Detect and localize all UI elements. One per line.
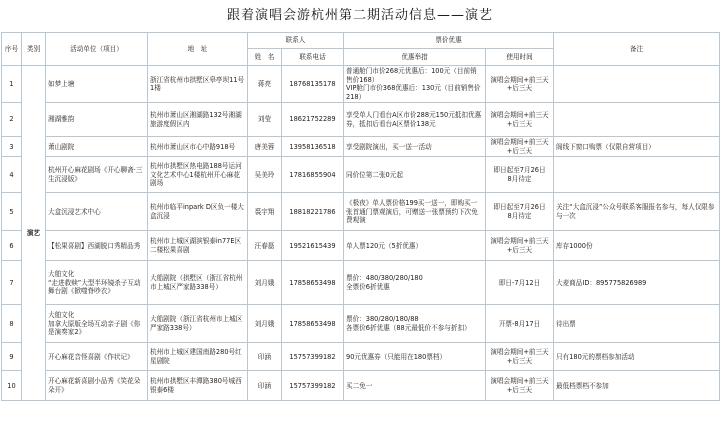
cell-phone: 15757399182 xyxy=(282,343,344,371)
cell-offer: 买二免一 xyxy=(344,371,486,401)
cell-name: 裘宇翔 xyxy=(248,193,282,231)
table-row xyxy=(2,261,720,305)
cell-address: 杭州市拱墅区丰潭路380号城西银泰6楼 xyxy=(148,371,248,401)
cell-address: 杭州市萧山区市心中路918号 xyxy=(148,137,248,157)
cell-offer: 票价：480/380/280/180 全票价6折优惠 xyxy=(344,261,486,305)
cell-address: 大船剧院（浙江省杭州市上城区严家路338号） xyxy=(148,305,248,343)
cell-offer: 同价位第二张0元起 xyxy=(344,157,486,193)
header-ticket: 票价优惠 xyxy=(344,33,554,49)
cell-time: 即日起至7月26日 8月待定 xyxy=(486,157,554,193)
cell-unit: 大盒沉浸艺术中心 xyxy=(46,193,148,231)
header-address: 地 址 xyxy=(148,33,248,66)
cell-seq: 10 xyxy=(2,371,22,401)
cell-seq: 4 xyxy=(2,157,22,193)
table-row xyxy=(2,66,720,103)
cell-offer: 享受单人门看台A区市价288元150元抵扣优惠券，抵扣后看台A区票价138元 xyxy=(344,103,486,137)
cell-phone: 18621752289 xyxy=(282,103,344,137)
cell-remark: 库存1000份 xyxy=(554,231,720,261)
cell-name: 印涵 xyxy=(248,371,282,401)
cell-name: 唐美蓉 xyxy=(248,137,282,157)
cell-seq: 2 xyxy=(2,103,22,137)
header-contact-name: 姓 名 xyxy=(248,49,282,66)
cell-name: 汪春磊 xyxy=(248,231,282,261)
cell-time: 开票-8月17日 xyxy=(486,305,554,343)
cell-unit: 大舶文化 加拿大原版全场互动亲子剧《你是演奏家2》 xyxy=(46,305,148,343)
cell-phone: 19521615439 xyxy=(282,231,344,261)
cell-unit: 杭州开心麻花剧场《开心聊斋·三生沉浸版》 xyxy=(46,157,148,193)
cell-time: 演唱会期间+前三天+后三天 xyxy=(486,66,554,103)
table-row xyxy=(2,231,720,261)
cell-unit: 萧山剧院 xyxy=(46,137,148,157)
cell-offer: 享受剧院演出，买一送一活动 xyxy=(344,137,486,157)
cell-time: 演唱会期间+前三天+后三天 xyxy=(486,231,554,261)
cell-remark xyxy=(554,157,720,193)
table-body xyxy=(2,66,720,401)
header-category: 类别 xyxy=(22,33,46,66)
header-contact-phone: 联系电话 xyxy=(282,49,344,66)
cell-time: 演唱会期间+前三天+后三天 xyxy=(486,137,554,157)
table-row xyxy=(2,343,720,371)
cell-name: 蒋亮 xyxy=(248,66,282,103)
table-row xyxy=(2,137,720,157)
cell-seq: 7 xyxy=(2,261,22,305)
cell-offer: 普通舱门市价268元优惠后：100元（目前销售价168） VIP舱门市价368优惠后：130元（目前销售价218） xyxy=(344,66,486,103)
cell-unit: 如梦上塘 xyxy=(46,66,148,103)
cell-time: 演唱会期间+前三天+后三天 xyxy=(486,103,554,137)
cell-remark: 阁线下窗口购票（仅限自营项目） xyxy=(554,137,720,157)
table-row xyxy=(2,103,720,137)
cell-address: 杭州市上城区湖滨银泰in77E区二楼松果喜剧 xyxy=(148,231,248,261)
cell-unit: 【松果喜剧】西湖脱口秀精品秀 xyxy=(46,231,148,261)
page-title: 跟着演唱会游杭州第二期活动信息——演艺 xyxy=(226,8,493,23)
cell-time: 即日-7月12日 xyxy=(486,261,554,305)
cell-remark xyxy=(554,66,720,103)
cell-name: 刘月娥 xyxy=(248,305,282,343)
cell-phone: 15757399182 xyxy=(282,371,344,401)
header-seq: 序号 xyxy=(2,33,22,66)
cell-name: 印涵 xyxy=(248,343,282,371)
cell-address: 杭州市拱墅区热电路188号运河文化艺术中心1楼杭州开心麻花剧场 xyxy=(148,157,248,193)
cell-seq: 6 xyxy=(2,231,22,261)
cell-phone: 18818221786 xyxy=(282,193,344,231)
cell-address: 大船剧院（拱墅区（浙江省杭州市上城区严家路338号） xyxy=(148,261,248,305)
cell-address: 杭州市萧山区湘湖路132号湘湖旅游度假区内 xyxy=(148,103,248,137)
cell-seq: 3 xyxy=(2,137,22,157)
cell-seq: 9 xyxy=(2,343,22,371)
cell-seq: 1 xyxy=(2,66,22,103)
cell-seq: 5 xyxy=(2,193,22,231)
header-ticket-offer: 优惠举措 xyxy=(344,49,486,66)
cell-name: 刘莹 xyxy=(248,103,282,137)
cell-phone: 18768135178 xyxy=(282,66,344,103)
cell-remark: 只有180元的票档参加活动 xyxy=(554,343,720,371)
cell-seq: 8 xyxy=(2,305,22,343)
table-row xyxy=(2,305,720,343)
cell-name: 刘月娥 xyxy=(248,261,282,305)
cell-category: 演艺 xyxy=(22,66,46,401)
cell-offer: 票价：380/280/180/88 各票价6折优惠（88元最低价不参与折扣） xyxy=(344,305,486,343)
table-row xyxy=(2,157,720,193)
cell-address: 杭州市临平inpark D区负一楼大盒沉浸 xyxy=(148,193,248,231)
cell-offer: 单人票120元（5折优惠） xyxy=(344,231,486,261)
cell-unit: 大舶文化 “走进救赎”大型半环镜杀子互动舞台剧《掀噬脊吵衣》 xyxy=(46,261,148,305)
cell-name: 吴美玲 xyxy=(248,157,282,193)
activity-table xyxy=(1,32,720,401)
cell-remark: 待出票 xyxy=(554,305,720,343)
cell-unit: 开心麻花新喜剧小品秀《笑花朵朵开》 xyxy=(46,371,148,401)
cell-unit: 湘湖雅韵 xyxy=(46,103,148,137)
cell-remark: 大麦商品ID：895775826989 xyxy=(554,261,720,305)
table-row xyxy=(2,193,720,231)
cell-time: 即日起至7月26日 8月待定 xyxy=(486,193,554,231)
cell-remark: 关注“大盒沉浸”公众号联系客服报名参与，每人仅限参与一次 xyxy=(554,193,720,231)
cell-phone: 17816855904 xyxy=(282,157,344,193)
cell-offer: 《极夜》单人票价格199买一送一，即购买一张首通门票观演后，可赠送一张票预约下次免费观演 xyxy=(344,193,486,231)
cell-remark: 最低档票档不参加 xyxy=(554,371,720,401)
cell-phone: 13958136518 xyxy=(282,137,344,157)
cell-phone: 17858653498 xyxy=(282,305,344,343)
cell-time: 演唱会期间+前三天+后三天 xyxy=(486,371,554,401)
table-row xyxy=(2,371,720,401)
cell-address: 杭州市上城区建国南路280号红星剧院 xyxy=(148,343,248,371)
header-remark: 备注 xyxy=(554,33,720,66)
cell-remark xyxy=(554,103,720,137)
cell-unit: 开心麻花音怪喜剧《作状记》 xyxy=(46,343,148,371)
cell-address: 浙江省杭州市拱墅区皋亭坝11号1楼 xyxy=(148,66,248,103)
cell-time: 演唱会期间+前三天+后三天 xyxy=(486,343,554,371)
header-contact: 联系人 xyxy=(248,33,344,49)
header-row-1 xyxy=(2,33,720,49)
header-ticket-time: 使用时间 xyxy=(486,49,554,66)
cell-offer: 90元优惠券（只能用在180票档） xyxy=(344,343,486,371)
header-unit: 活动单位（项目） xyxy=(46,33,148,66)
cell-phone: 17858653498 xyxy=(282,261,344,305)
